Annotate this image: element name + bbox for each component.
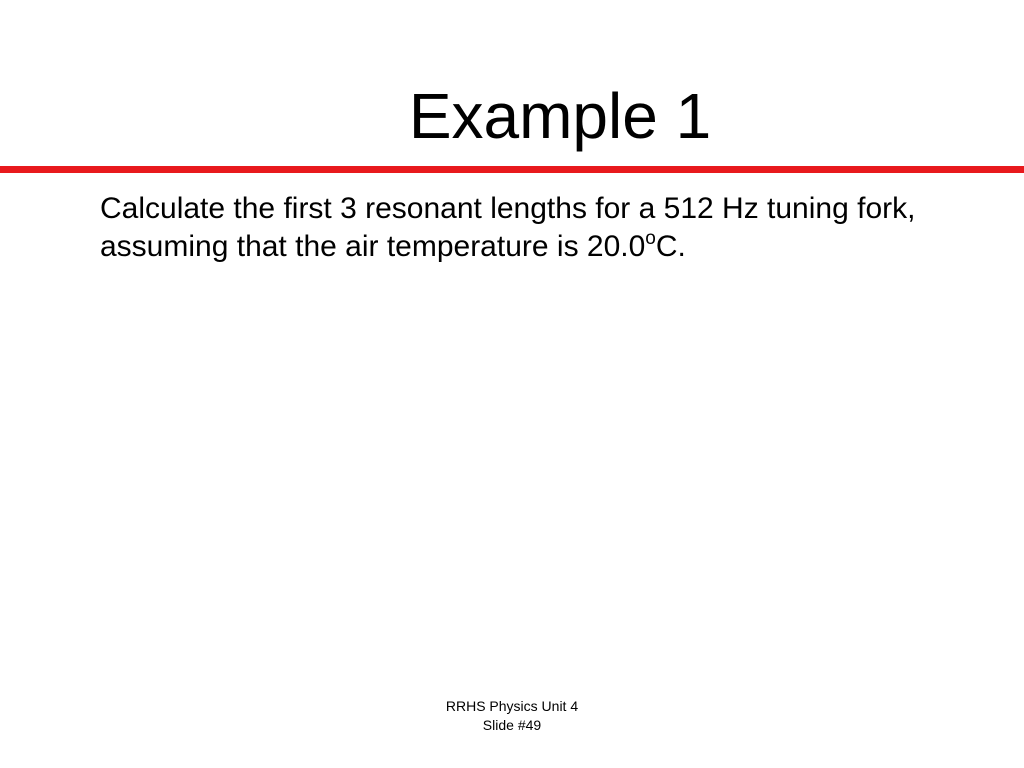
footer-slide-number: Slide #49 <box>482 717 542 733</box>
footer-course-label: RRHS Physics Unit 4 <box>445 698 579 714</box>
slide-title: Example 1 <box>408 80 712 152</box>
degree-superscript: o <box>645 228 656 249</box>
body-text-unit: C. <box>655 230 686 263</box>
title-divider <box>0 166 1024 173</box>
slide-footer <box>412 697 612 735</box>
slide-body-text <box>100 190 980 266</box>
body-text-main: Calculate the first 3 resonant lengths for a 512 Hz tuning fork, assuming that the air temperature is 20.0 <box>100 192 916 263</box>
